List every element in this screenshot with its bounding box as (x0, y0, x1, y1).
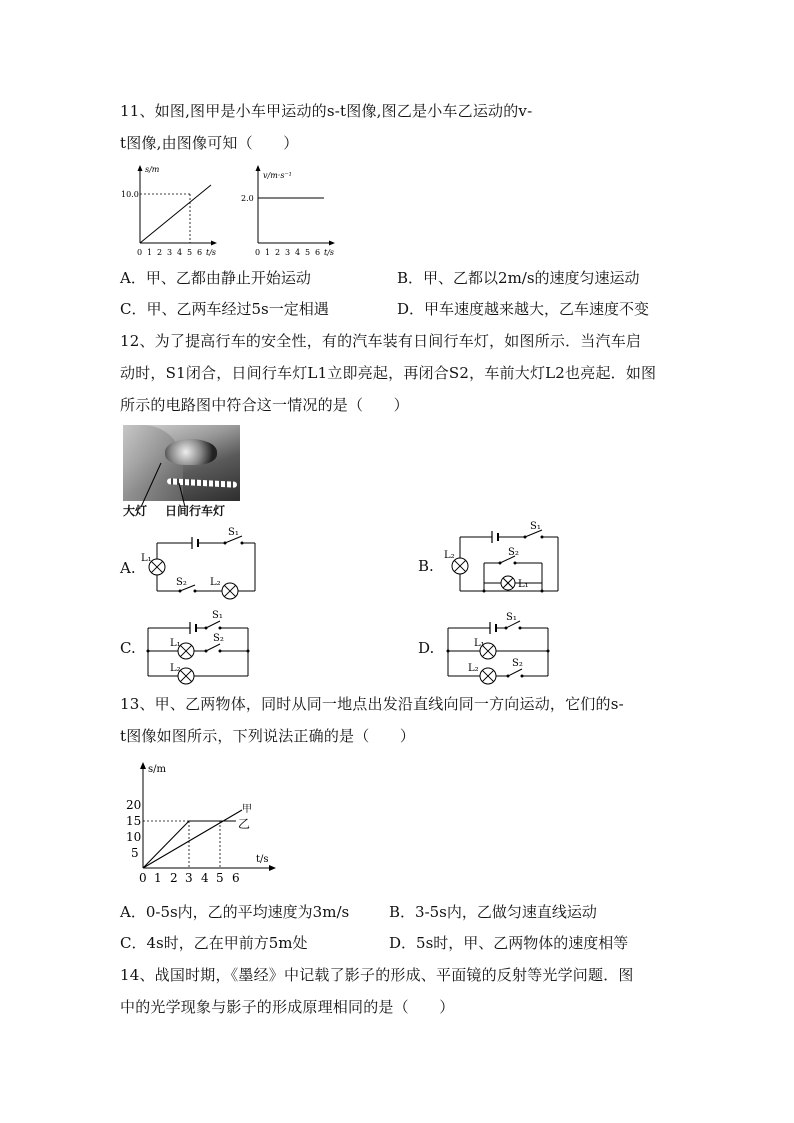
lamp-l1-label: L₁ (518, 579, 529, 590)
x-tick: 2 (157, 248, 163, 257)
x-tick: 5 (187, 248, 193, 257)
x-tick: 3 (285, 248, 291, 257)
q12-option-d-label[interactable]: D. (418, 639, 435, 657)
q13-option-c[interactable]: C．4s时，乙在甲前方5m处 (120, 934, 308, 952)
q11-option-a[interactable]: A．甲、乙都由静止开始运动 (120, 269, 311, 287)
q14-stem-line1: 14、战国时期，《墨经》中记载了影子的形成、平面镜的反射等光学问题．图 (120, 966, 634, 984)
switch-s2-label: S₂ (213, 633, 224, 644)
switch-s1-label: S₁ (228, 527, 239, 538)
q11-graph-yi-ytick: 2.0 (241, 194, 254, 203)
circuit-c (140, 608, 265, 688)
y-tick: 15 (126, 814, 142, 828)
q13-stem-line2: t图像如图所示，下列说法正确的是（ ） (120, 727, 416, 745)
q13-xlabel: t/s (256, 854, 269, 865)
q11-graph-jia (120, 163, 220, 263)
x-tick: 0 (139, 871, 147, 885)
x-tick: 5 (305, 248, 311, 257)
line-jia-label: 甲 (242, 804, 252, 815)
lamp-l2-label: L₂ (210, 577, 221, 588)
caption-drl: 日间行车灯 (165, 504, 226, 518)
switch-s2-label: S₂ (176, 577, 187, 588)
y-tick: 20 (126, 798, 142, 812)
q13-ylabel: s/m (148, 764, 166, 775)
q11-graph-jia-xlabel: t/s (206, 248, 217, 257)
x-tick: 2 (275, 248, 281, 257)
q12-option-b-label[interactable]: B. (418, 557, 434, 575)
x-tick: 1 (147, 248, 153, 257)
line-yi (143, 821, 236, 868)
q13-option-a[interactable]: A．0-5s内，乙的平均速度为3m/s (120, 903, 350, 921)
x-tick: 6 (197, 248, 203, 257)
switch-s1-label: S₁ (506, 612, 517, 623)
lamp-l1-label: L₁ (170, 638, 181, 649)
x-tick: 1 (154, 871, 162, 885)
lamp-l1-label: L₁ (474, 638, 485, 649)
circuit-d (440, 608, 565, 688)
switch-s2-label: S₂ (512, 658, 523, 669)
switch-s1-label: S₁ (212, 610, 223, 621)
caption-headlight: 大灯 (123, 504, 148, 518)
lamp-l1-label: L₁ (141, 553, 152, 564)
x-tick: 4 (295, 248, 301, 257)
switch-s1-label: S₁ (530, 521, 541, 532)
q11-option-c[interactable]: C．甲、乙两车经过5s一定相遇 (120, 300, 329, 318)
q13-st-graph (118, 758, 283, 888)
q11-graph-yi (238, 163, 338, 263)
circuit-a (140, 525, 265, 600)
q11-graph-yi-ylabel: v/m·s⁻¹ (263, 171, 292, 180)
q11-graph-jia-ytick: 10.0 (121, 190, 139, 199)
x-tick: 6 (315, 248, 321, 257)
photo-pointer-lines (123, 425, 240, 515)
q12-stem-line1: 12、为了提高行车的安全性，有的汽车装有日间行车灯，如图所示．当汽车启 (120, 332, 642, 350)
x-tick: 4 (177, 248, 183, 257)
q11-graph-yi-xlabel: t/s (324, 248, 335, 257)
line-jia (143, 810, 242, 868)
q11-graph-jia-ylabel: s/m (145, 165, 160, 174)
lamp-l2-label: L₂ (170, 663, 181, 674)
y-tick: 10 (126, 830, 142, 844)
x-tick: 0 (137, 248, 143, 257)
q13-option-b[interactable]: B．3-5s内，乙做匀速直线运动 (389, 903, 597, 921)
x-tick: 4 (201, 871, 209, 885)
x-tick: 5 (216, 871, 224, 885)
q11-stem-line1: 11、如图,图甲是小车甲运动的s-t图像,图乙是小车乙运动的v- (120, 102, 533, 120)
q14-stem-line2: 中的光学现象与影子的形成原理相同的是（ ） (120, 998, 455, 1016)
lamp-l2-label: L₂ (444, 550, 455, 561)
circuit-b (440, 521, 565, 600)
switch-s2-label: S₂ (508, 547, 519, 558)
x-tick: 3 (185, 871, 193, 885)
q12-stem-line3: 所示的电路图中符合这一情况的是（ ） (120, 396, 409, 414)
q13-option-d[interactable]: D．5s时，甲、乙两物体的速度相等 (389, 934, 629, 952)
q13-stem-line1: 13、甲、乙两物体，同时从同一地点出发沿直线向同一方向运动，它们的s- (120, 695, 624, 713)
q11-stem-line2: t图像,由图像可知（ ） (120, 134, 299, 152)
q12-option-c-label[interactable]: C. (120, 639, 136, 657)
x-tick: 6 (232, 871, 240, 885)
q11-option-b[interactable]: B．甲、乙都以2m/s的速度匀速运动 (397, 269, 640, 287)
line-yi-label: 乙 (238, 817, 251, 831)
q12-stem-line2: 动时，S1闭合，日间行车灯L1立即亮起，再闭合S2，车前大灯L2也亮起．如图 (120, 364, 657, 382)
q12-option-a-label[interactable]: A. (120, 559, 136, 577)
x-tick: 3 (167, 248, 173, 257)
y-tick: 5 (131, 846, 139, 860)
q11-option-d[interactable]: D．甲车速度越来越大，乙车速度不变 (397, 300, 650, 318)
x-tick: 1 (265, 248, 271, 257)
x-tick: 0 (255, 248, 261, 257)
x-tick: 2 (170, 871, 178, 885)
lamp-l2-label: L₂ (468, 663, 479, 674)
